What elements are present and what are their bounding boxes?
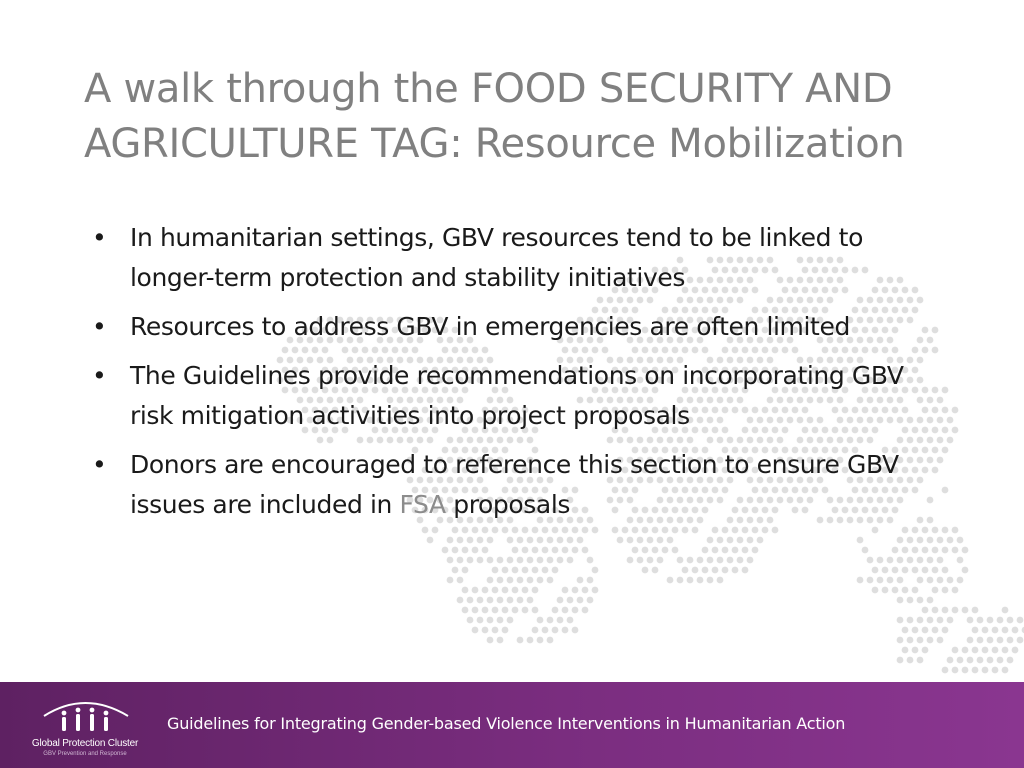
fsa-highlight: FSA	[399, 490, 446, 519]
logo-subtitle: GBV Prevention and Response	[43, 751, 127, 757]
bullet-item	[92, 445, 932, 525]
people-arc-logo-icon	[30, 694, 140, 740]
bullet-item	[92, 218, 932, 298]
bullet-text: The Guidelines provide recommendations on incorporating GBV risk mitigation activities into project proposals	[130, 361, 904, 430]
logo-name: Global Protection Cluster	[31, 738, 139, 749]
footer-text: Guidelines for Integrating Gender-based Violence Interventions in Humanitarian Action	[167, 714, 846, 733]
bullet-marker: •	[92, 223, 107, 252]
global-protection-cluster-logo	[30, 694, 140, 764]
slide-title	[84, 62, 984, 172]
title-line-1: A walk through the FOOD SECURITY AND	[84, 66, 893, 112]
bullet-text	[130, 450, 899, 519]
bullet-marker: •	[92, 450, 107, 479]
bullet-item	[92, 356, 932, 436]
bullet-marker: •	[92, 361, 107, 390]
bullet-text-before: Donors are encouraged to reference this section to ensure GBV issues are included in	[130, 450, 899, 519]
bullet-marker: •	[92, 312, 107, 341]
bullet-list	[92, 218, 932, 534]
bullet-text: Resources to address GBV in emergencies are often limited	[130, 312, 850, 341]
bullet-item	[92, 307, 932, 347]
footer-bar	[0, 682, 1024, 768]
title-line-2: AGRICULTURE TAG: Resource Mobilization	[84, 121, 905, 167]
bullet-text: In humanitarian settings, GBV resources tend to be linked to longer-term protection and stability initiatives	[130, 223, 863, 292]
bullet-text-after: proposals	[445, 490, 571, 519]
